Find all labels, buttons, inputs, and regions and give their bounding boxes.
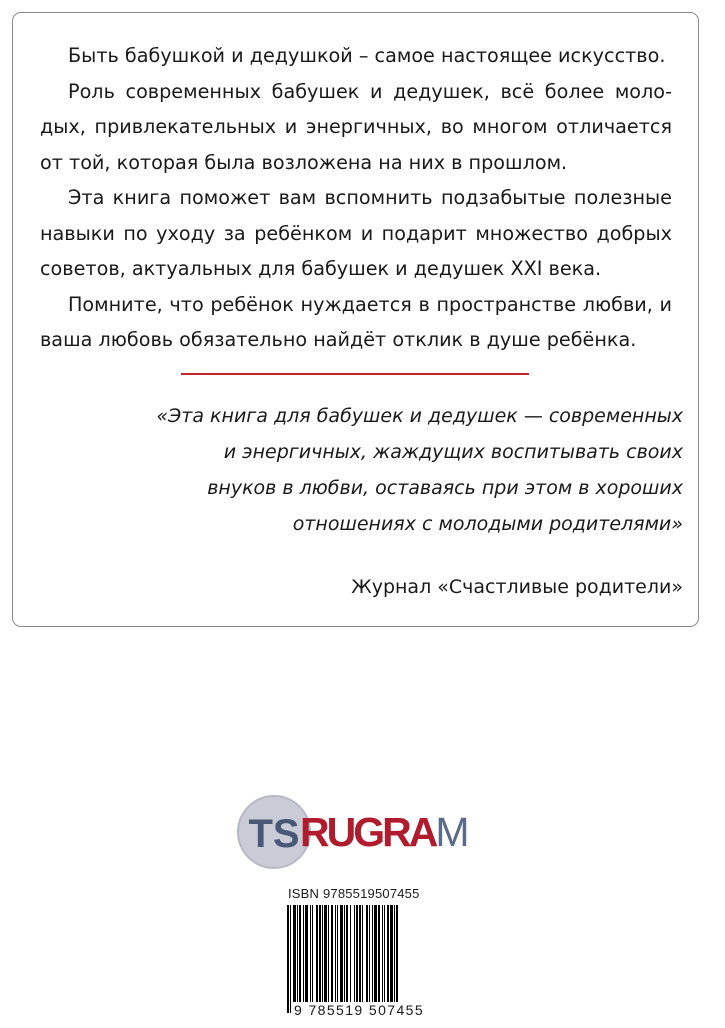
barcode-bar — [337, 905, 338, 1002]
quote-line: и энергичных, жаждущих воспитывать своих — [223, 441, 683, 463]
quote-source: Журнал «Счастливые родители» — [351, 576, 683, 598]
annotation-paragraph: Роль современных бабушек и дедушек, всё более молодых, привлекательных и энергичных, во многом отличается от той, которая была возложена на них в прошлом. — [40, 79, 672, 174]
barcode-bar — [387, 905, 389, 1002]
barcode-bar — [378, 905, 380, 1002]
barcode-bar — [328, 905, 329, 1002]
annotation-text — [40, 38, 672, 358]
barcode-bar — [293, 905, 296, 1002]
publisher-wordmark — [300, 802, 467, 862]
barcode-bar — [374, 905, 377, 1002]
barcode-bar — [324, 905, 327, 1002]
quote-line: «Эта книга для бабушек и дедушек — современных — [156, 405, 683, 427]
barcode-bar — [350, 905, 351, 1002]
barcode-bar — [384, 905, 385, 1002]
barcode-bar — [356, 905, 358, 1002]
barcode-bar — [335, 905, 336, 1002]
barcode-bar — [346, 905, 348, 1002]
barcode-bar — [316, 905, 318, 1002]
barcode-bar — [303, 905, 304, 1002]
barcode-bar — [340, 905, 343, 1002]
barcode-bar — [319, 905, 321, 1002]
wordmark-part: M — [435, 809, 467, 855]
isbn-barcode — [286, 886, 441, 1020]
annotation-paragraph: Эта книга поможет вам вспомнить подзабытые полезные навыки по уходу за ребёнком и подарит множество добрых советов, актуальных для бабушек и дедушек XXI века. — [40, 186, 672, 280]
barcode-bar — [322, 905, 323, 1002]
barcode-bar — [396, 905, 398, 1002]
barcode-bar — [394, 905, 395, 1002]
isbn-digits: 9 785519 507455 — [294, 1002, 424, 1018]
barcode-bar — [362, 905, 363, 1013]
emblem-letters: TS — [248, 812, 300, 856]
annotation-paragraph: Помните, что ребёнок нуждается в пространстве любви, и ваша любовь обязательно найдёт отклик в душе ребёнка. — [40, 292, 672, 351]
barcode-bar — [290, 905, 291, 1013]
barcode-bar — [382, 905, 383, 1002]
annotation-paragraph: Быть бабушкой и дедушкой – самое настоящее искусство. — [68, 44, 666, 67]
quote-line: отношениях с молодыми родителями» — [292, 513, 683, 535]
barcode-bar — [366, 905, 368, 1002]
wordmark-part: A — [408, 809, 436, 855]
barcode-bar — [310, 905, 311, 1002]
wordmark-part: RU — [300, 809, 354, 855]
barcode-bar — [369, 905, 370, 1002]
barcode-bar — [372, 905, 373, 1002]
barcode-bar — [287, 905, 289, 1013]
barcode-bar — [354, 905, 355, 1002]
wordmark-part: R — [382, 809, 409, 855]
barcode-bar — [305, 905, 308, 1002]
barcode-bar — [299, 905, 301, 1002]
barcode-bars — [286, 905, 441, 1013]
barcode-bar — [312, 905, 313, 1002]
quote-line: внуков в любви, оставаясь при этом в хороших — [207, 477, 683, 499]
publisher-logo — [234, 792, 484, 872]
review-quote — [123, 398, 683, 542]
wordmark-part: G — [353, 809, 383, 855]
isbn-label: ISBN 9785519507455 — [288, 886, 420, 901]
barcode-bar — [331, 905, 333, 1002]
barcode-bar — [390, 905, 393, 1002]
barcode-bar — [359, 905, 361, 1002]
barcode-bar — [297, 905, 298, 1002]
barcode-bar — [344, 905, 345, 1002]
red-divider — [181, 373, 529, 375]
